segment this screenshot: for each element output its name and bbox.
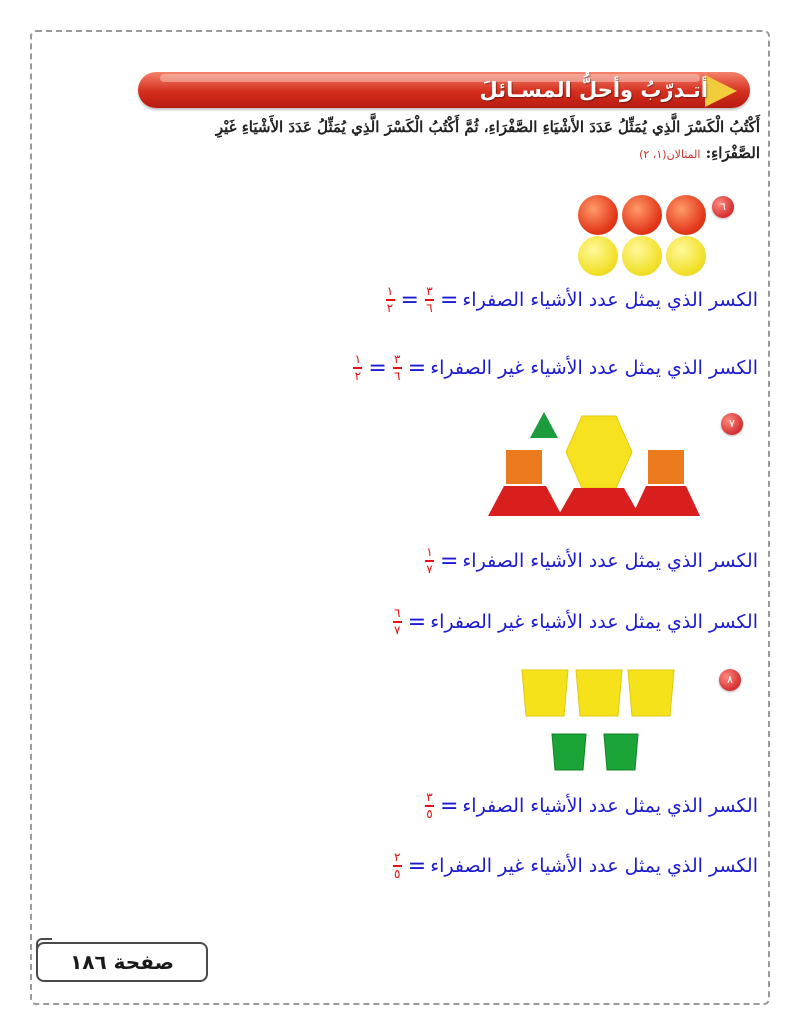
numerator: ٢: [394, 850, 401, 865]
red-trapezoid: [558, 488, 640, 516]
fraction: [393, 851, 402, 881]
equals-sign: =: [400, 287, 419, 313]
answer-label: الكسر الذي يمثل عدد الأشياء غير الصفراء: [430, 855, 758, 877]
yellow-cup: [522, 670, 568, 716]
yellow-cup: [628, 670, 674, 716]
numerator: ١: [354, 352, 362, 367]
denominator: ٧: [426, 561, 433, 576]
equals-sign: =: [407, 355, 427, 381]
answer-line-non-yellow: [391, 602, 758, 642]
equals-sign: =: [439, 287, 459, 313]
denominator: ٢: [354, 368, 362, 383]
fraction: [425, 546, 434, 576]
orange-square: [648, 450, 684, 484]
instructions-text: أَكْتُبُ الْكَسْرَ الَّذِي يُمَثِّلُ عَدَدَ الأَشْيَاءِ الصَّفْرَاءِ، ثُمَّ أَكْتُبُ الْكَسْرَ الَّذِي يُمَثِّلُ عَدَدَ الأَشْيَاءِ غَيْرِ الصَّفْرَاءِ:: [215, 118, 760, 162]
yellow-circle: [622, 236, 662, 276]
equals-sign: =: [407, 853, 427, 879]
green-cup: [604, 734, 638, 770]
answer-label: الكسر الذي يمثل عدد الأشياء غير الصفراء: [430, 611, 758, 633]
answer-label: الكسر الذي يمثل عدد الأشياء غير الصفراء: [430, 357, 758, 379]
denominator: ٧: [394, 622, 401, 637]
answer-line-yellow: [423, 541, 758, 581]
pattern-blocks-picture: [486, 408, 700, 520]
answer-line-non-yellow: [351, 348, 758, 388]
fraction: [393, 607, 402, 637]
examples-reference: المثالان(١، ٢): [639, 148, 701, 161]
page-number: صفحة ١٨٦: [70, 950, 174, 974]
red-trapezoid: [488, 486, 562, 516]
fraction: [353, 353, 362, 383]
yellow-circle: [578, 236, 618, 276]
green-cup: [552, 734, 586, 770]
numerator: ٣: [426, 790, 433, 805]
fraction: [386, 285, 395, 315]
yellow-cup: [576, 670, 622, 716]
numerator: ٣: [426, 284, 433, 299]
denominator: ٦: [426, 300, 433, 315]
numerator: ٣: [394, 352, 401, 367]
numerator: ١: [426, 545, 433, 560]
green-triangle: [530, 412, 558, 438]
red-trapezoid: [632, 486, 700, 516]
orange-square: [506, 450, 542, 484]
yellow-hexagon: [566, 416, 632, 488]
problem-number-badge: ٧: [721, 413, 743, 435]
equals-sign: =: [439, 793, 459, 819]
answer-line-yellow: [423, 786, 758, 826]
answer-label: الكسر الذي يمثل عدد الأشياء الصفراء: [462, 289, 758, 311]
denominator: ٥: [426, 806, 433, 821]
answer-label: الكسر الذي يمثل عدد الأشياء الصفراء: [462, 795, 758, 817]
fraction: [393, 353, 402, 383]
denominator: ٦: [394, 368, 401, 383]
equals-sign: =: [439, 548, 459, 574]
fraction: [425, 285, 434, 315]
yellow-and-green-cups-picture: [520, 668, 700, 778]
banner-arrow-icon: [705, 75, 737, 107]
denominator: ٢: [386, 300, 394, 315]
numerator: ٦: [394, 606, 401, 621]
fraction: [425, 791, 434, 821]
denominator: ٥: [394, 866, 401, 881]
page-number-box: [36, 942, 208, 982]
problem-number-badge: ٨: [719, 669, 741, 691]
yellow-circle: [666, 236, 706, 276]
answer-line-non-yellow: [391, 846, 758, 886]
problem-number-badge: ٦: [712, 196, 734, 218]
red-circle: [622, 195, 662, 235]
numerator: ١: [386, 284, 394, 299]
red-circle: [666, 195, 706, 235]
red-circle: [578, 195, 618, 235]
instructions: [200, 114, 760, 168]
equals-sign: =: [407, 609, 427, 635]
equals-sign: =: [368, 355, 387, 381]
section-title: أتـدرّبُ وأحلُّ المسـائلَ: [479, 78, 708, 102]
answer-label: الكسر الذي يمثل عدد الأشياء الصفراء: [462, 550, 758, 572]
answer-line-yellow: [384, 280, 759, 320]
